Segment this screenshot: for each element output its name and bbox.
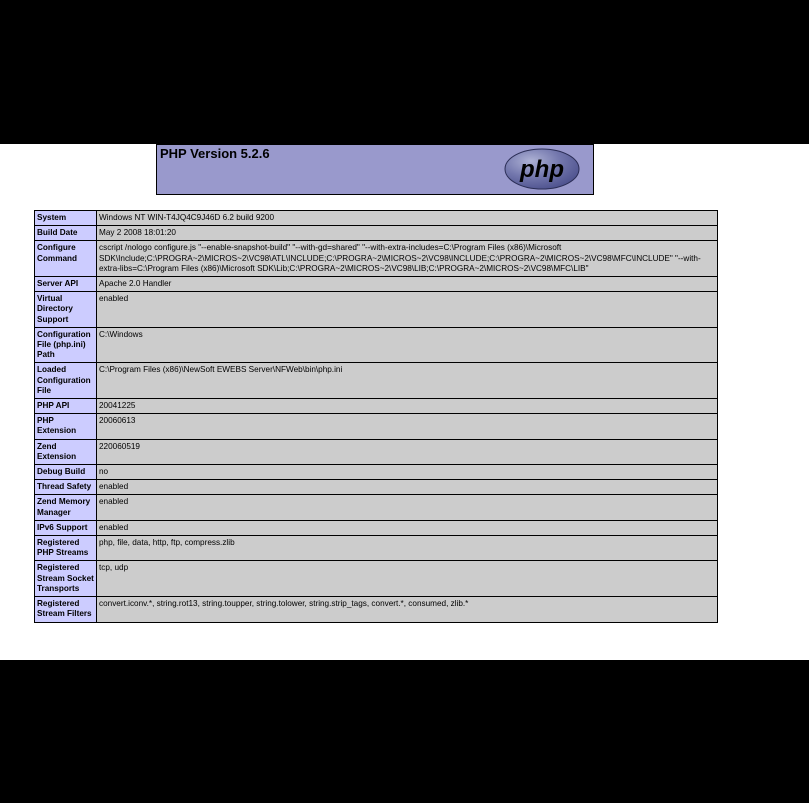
row-value: May 2 2008 18:01:20 — [97, 226, 718, 241]
logo-text: php — [520, 156, 564, 183]
row-label: Zend Extension — [35, 439, 97, 464]
table-row — [35, 480, 718, 495]
row-value: C:\Program Files (x86)\NewSoft EWEBS Server\NFWeb\bin\php.ini — [97, 363, 718, 399]
row-value: 20041225 — [97, 399, 718, 414]
row-value: 220060519 — [97, 439, 718, 464]
row-label: Zend Memory Manager — [35, 495, 97, 520]
row-value: php, file, data, http, ftp, compress.zlib — [97, 536, 718, 561]
row-value: Apache 2.0 Handler — [97, 277, 718, 292]
row-label: Registered Stream Filters — [35, 597, 97, 622]
row-label: Build Date — [35, 226, 97, 241]
table-row — [35, 277, 718, 292]
row-value: 20060613 — [97, 414, 718, 439]
php-logo — [504, 148, 580, 190]
row-label: IPv6 Support — [35, 520, 97, 535]
table-row — [35, 211, 718, 226]
row-label: Registered Stream Socket Transports — [35, 561, 97, 597]
table-row — [35, 536, 718, 561]
table-row — [35, 399, 718, 414]
table-row — [35, 597, 718, 622]
row-value: enabled — [97, 480, 718, 495]
row-label: Registered PHP Streams — [35, 536, 97, 561]
table-row — [35, 363, 718, 399]
table-row — [35, 226, 718, 241]
row-label: Configuration File (php.ini) Path — [35, 327, 97, 363]
phpinfo-page — [0, 144, 809, 660]
row-value: tcp, udp — [97, 561, 718, 597]
row-label: Debug Build — [35, 465, 97, 480]
info-table — [34, 210, 718, 623]
row-value: enabled — [97, 292, 718, 328]
table-row — [35, 561, 718, 597]
table-row — [35, 241, 718, 277]
row-value: enabled — [97, 520, 718, 535]
row-value: cscript /nologo configure.js "--enable-snapshot-build" "--with-gd=shared" "--with-extra-includes=C:\Program Files (x86)\Microsoft SDK\Include;C:\PROGRA~2\MICROS~2\VC98\ATL\INCLUDE;C:\PROGRA~2\MICROS~2\VC98\INCLUDE;C:\PROGRA~2\MICROS~2\VC98\MFC\INCLUDE" "--with-extra-libs=C:\Program Files (x86)\Microsoft SDK\Lib;C:\PROGRA~2\MICROS~2\VC98\LIB;C:\PROGRA~2\MICROS~2\VC98\MFC\LIB" — [97, 241, 718, 277]
row-label: Server API — [35, 277, 97, 292]
table-row — [35, 439, 718, 464]
row-label: Configure Command — [35, 241, 97, 277]
row-value: C:\Windows — [97, 327, 718, 363]
table-row — [35, 495, 718, 520]
table-row — [35, 414, 718, 439]
row-label: PHP Extension — [35, 414, 97, 439]
version-header — [156, 144, 594, 195]
row-value: convert.iconv.*, string.rot13, string.toupper, string.tolower, string.strip_tags, convert.*, consumed, zlib.* — [97, 597, 718, 622]
row-label: Loaded Configuration File — [35, 363, 97, 399]
table-row — [35, 292, 718, 328]
table-row — [35, 327, 718, 363]
page-title: PHP Version 5.2.6 — [160, 146, 270, 161]
row-value: Windows NT WIN-T4JQ4C9J46D 6.2 build 9200 — [97, 211, 718, 226]
row-label: System — [35, 211, 97, 226]
table-row — [35, 465, 718, 480]
row-value: enabled — [97, 495, 718, 520]
table-row — [35, 520, 718, 535]
row-label: Virtual Directory Support — [35, 292, 97, 328]
row-value: no — [97, 465, 718, 480]
row-label: Thread Safety — [35, 480, 97, 495]
row-label: PHP API — [35, 399, 97, 414]
